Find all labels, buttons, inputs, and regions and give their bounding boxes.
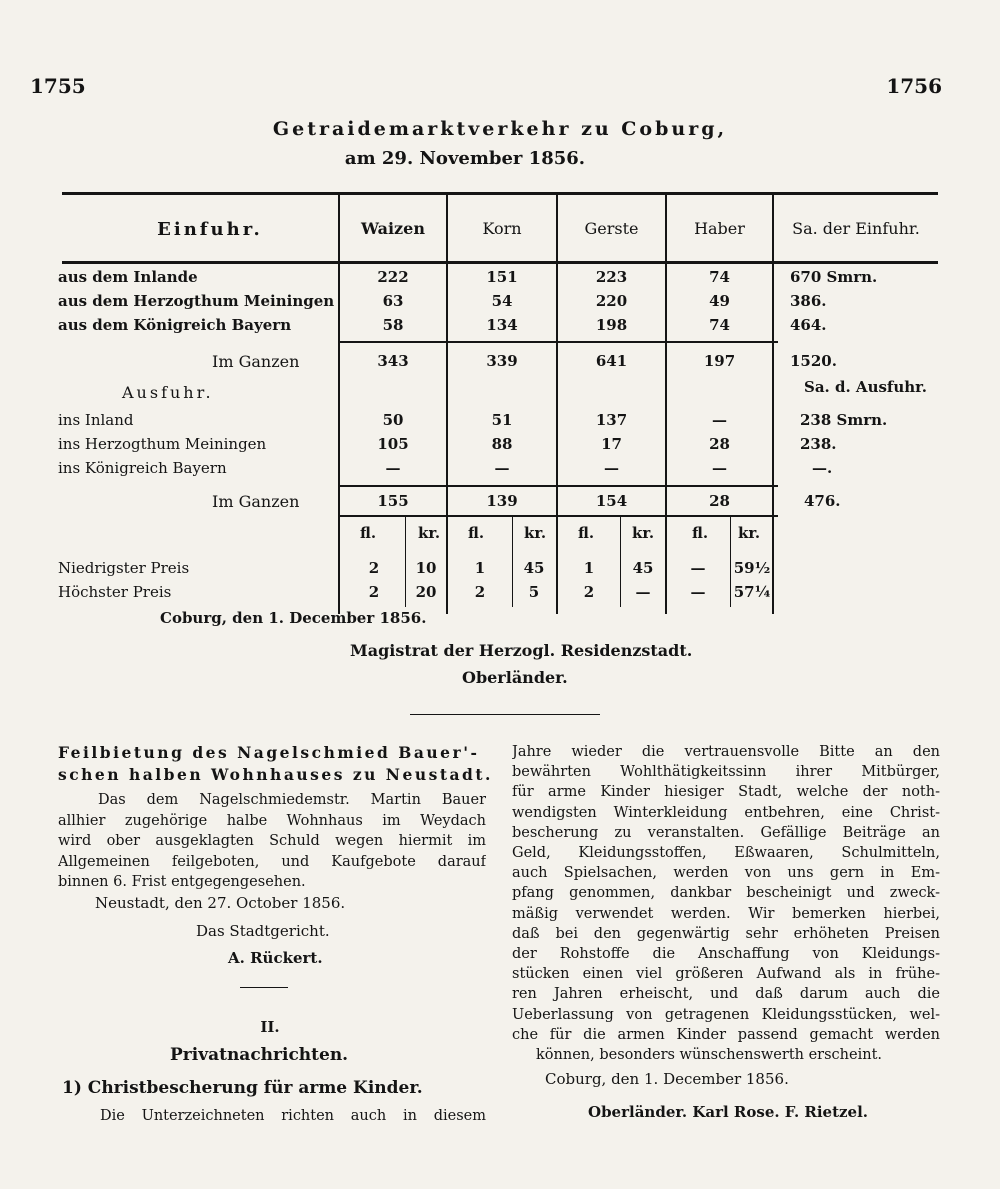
row-label: Im Ganzen	[212, 492, 300, 511]
table-cell: 137	[595, 411, 628, 429]
auction-line: Das dem Nagelschmiedemstr. Martin Bauer	[98, 792, 486, 808]
table-cell: 151	[486, 268, 518, 286]
auction-body	[58, 790, 486, 893]
price-subdivider	[512, 517, 513, 607]
price-gulden: 1	[474, 559, 486, 577]
table-cell: 88	[491, 435, 513, 453]
col-header-oats: Haber	[694, 219, 745, 238]
article-line: Die Unterzeichneten richten auch in diesem	[100, 1108, 486, 1124]
market-date: am 29. November 1856.	[344, 148, 586, 169]
table-cell: 155	[377, 492, 409, 510]
col-header-wheat: Waizen	[361, 219, 425, 238]
table-cell: —	[712, 459, 727, 477]
unit-kreuzer: kr.	[632, 524, 655, 542]
table-cell: 641	[595, 352, 628, 370]
auction-place-date: Neustadt, den 27. October 1856.	[95, 894, 346, 912]
price-kreuzer: 20	[415, 583, 437, 601]
article-line: ren Jahren erheischt, und daß darum auch die	[512, 986, 940, 1003]
auction-line: Allgemeinen feilgeboten, und Kaufgebote darauf	[58, 853, 486, 870]
auction-title-line: schen halben Wohnhauses zu Neustadt.	[58, 765, 493, 784]
article-line: bescherung zu veranstalten. Gefällige Beiträge an	[512, 824, 940, 841]
row-sum: 476.	[804, 492, 841, 510]
table-cell: 63	[382, 292, 404, 310]
short-divider	[240, 987, 288, 988]
table-cell: 54	[491, 292, 513, 310]
price-kreuzer: 45	[632, 559, 654, 577]
page-number-right: 1756	[886, 74, 942, 98]
table-cell: 198	[595, 316, 628, 334]
row-sum: 1520.	[790, 352, 837, 370]
table-cell: 134	[486, 316, 518, 334]
unit-gulden: fl.	[578, 524, 595, 542]
row-sum: 386.	[790, 292, 827, 310]
row-sum: 238.	[800, 435, 837, 453]
col-divider	[665, 194, 667, 614]
article-line: der Rohstoffe die Anschaffung von Kleidungs-	[512, 946, 940, 963]
article-line: für arme Kinder hiesiger Stadt, welche der noth-	[512, 784, 940, 801]
row-label: ins Inland	[58, 411, 134, 429]
market-signer: Oberländer.	[462, 668, 568, 687]
auction-signer: A. Rückert.	[228, 949, 323, 967]
price-gulden: 2	[583, 583, 595, 601]
table-cell: 343	[377, 352, 409, 370]
table-cell: 50	[382, 411, 404, 429]
article-line: Ueberlassung von getragenen Kleidungsstücken, wel-	[512, 1006, 940, 1023]
auction-line: allhier zugehörige halbe Wohnhaus im Weydach	[58, 812, 486, 829]
table-cell: 28	[709, 435, 730, 453]
price-kreuzer: 59½	[733, 559, 771, 577]
col-divider	[338, 194, 340, 614]
unit-gulden: fl.	[468, 524, 485, 542]
table-cell: 223	[595, 268, 628, 286]
price-subdivider	[405, 517, 406, 607]
col-header-import: Einfuhr.	[157, 219, 263, 240]
table-cell: 58	[382, 316, 404, 334]
page-number-left: 1755	[30, 74, 86, 98]
table-cell: —	[385, 459, 401, 477]
auction-line: binnen 6. Frist entgegengesehen.	[58, 874, 306, 891]
auction-title-line: Feilbietung des Nagelschmied Bauer'-	[58, 743, 480, 762]
price-subdivider	[620, 517, 621, 607]
auction-court: Das Stadtgericht.	[196, 922, 330, 940]
price-kreuzer: 5	[528, 583, 540, 601]
row-sum: 238 Smrn.	[800, 411, 888, 429]
col-divider	[556, 194, 558, 614]
article-line: Geld, Kleidungsstoffen, Eßwaaren, Schulmitteln,	[512, 845, 940, 862]
price-kreuzer: —	[635, 583, 651, 601]
table-cell: 139	[486, 492, 518, 510]
article-line: Jahre wieder die vertrauensvolle Bitte an den	[512, 744, 940, 760]
unit-kreuzer: kr.	[738, 524, 761, 542]
col-divider	[446, 194, 448, 614]
row-label: aus dem Inlande	[58, 268, 198, 286]
table-cell: —	[604, 459, 619, 477]
table-cell: 222	[377, 268, 409, 286]
unit-gulden: fl.	[360, 524, 377, 542]
article-line: che für die armen Kinder passend gemacht werden	[512, 1026, 940, 1043]
row-label: aus dem Herzogthum Meiningen	[58, 292, 335, 310]
table-cell: —	[712, 411, 727, 429]
article-line: stücken einen viel größeren Aufwand als in frühe-	[512, 966, 940, 983]
table-cell: 49	[709, 292, 730, 310]
row-label: Höchster Preis	[58, 583, 172, 601]
row-sum: 464.	[790, 316, 827, 334]
price-kreuzer: 57¼	[733, 583, 771, 601]
table-cell: 28	[709, 492, 730, 510]
table-cell: 105	[377, 435, 409, 453]
section-number: II.	[260, 1018, 280, 1036]
export-heading: Ausfuhr.	[122, 383, 214, 402]
article-line: wendigsten Winterkleidung entbehren, eine Christ-	[512, 804, 940, 821]
market-issuer: Magistrat der Herzogl. Residenzstadt.	[350, 641, 693, 660]
article-body	[512, 742, 940, 1065]
table-cell: 339	[486, 352, 518, 370]
table-cell: —	[494, 459, 510, 477]
col-header-rye: Korn	[482, 219, 522, 238]
col-header-sum: Sa. der Einfuhr.	[792, 219, 920, 238]
price-subdivider	[730, 517, 731, 607]
price-kreuzer: 45	[523, 559, 545, 577]
export-total-rule	[340, 485, 778, 487]
table-cell: 74	[709, 268, 730, 286]
price-gulden: 2	[474, 583, 486, 601]
auction-line: wird ober ausgeklagten Schuld wegen hiermit im	[58, 833, 486, 850]
col-divider	[772, 194, 774, 614]
row-label: Im Ganzen	[212, 352, 300, 371]
table-cell: 51	[491, 411, 513, 429]
article-line: pfang genommen, dankbar bescheinigt und zweck-	[512, 885, 940, 902]
auction-title	[58, 742, 493, 786]
import-total-rule	[340, 341, 778, 343]
col-header-barley: Gerste	[584, 219, 639, 238]
table-cell: 220	[595, 292, 628, 310]
section-divider	[410, 714, 600, 715]
article-line: mäßig verwendet werden. Wir bemerken hierbei,	[512, 905, 940, 922]
market-place-date: Coburg, den 1. December 1856.	[160, 609, 427, 627]
table-cell: 197	[703, 352, 736, 370]
price-gulden: 2	[368, 583, 380, 601]
article-line: auch Spielsachen, werden von uns gern in Em-	[512, 865, 940, 882]
price-gulden: —	[690, 559, 706, 577]
row-label: ins Königreich Bayern	[58, 459, 227, 477]
table-cell: 154	[595, 492, 628, 510]
article-line: bewährten Wohlthätigkeitssinn ihrer Mitbürger,	[512, 764, 940, 781]
article-title: 1) Christbescherung für arme Kinder.	[62, 1078, 423, 1098]
unit-kreuzer: kr.	[418, 524, 441, 542]
row-sum: —.	[812, 459, 833, 477]
table-header-rule	[62, 261, 938, 264]
price-kreuzer: 10	[415, 559, 437, 577]
unit-gulden: fl.	[692, 524, 709, 542]
export-sum-heading: Sa. d. Ausfuhr.	[804, 378, 927, 396]
row-label: Niedrigster Preis	[58, 559, 190, 577]
row-label: aus dem Königreich Bayern	[58, 316, 292, 334]
table-cell: 74	[709, 316, 730, 334]
row-label: ins Herzogthum Meiningen	[58, 435, 267, 453]
article-line: daß bei den gegenwärtig sehr erhöheten Preisen	[512, 925, 940, 942]
row-sum: 670 Smrn.	[790, 268, 878, 286]
unit-kreuzer: kr.	[524, 524, 547, 542]
section-title: Privatnachrichten.	[170, 1045, 349, 1065]
table-top-rule	[62, 192, 938, 195]
article-signers: Oberländer. Karl Rose. F. Rietzel.	[588, 1103, 869, 1121]
article-place-date: Coburg, den 1. December 1856.	[545, 1070, 789, 1088]
price-gulden: —	[690, 583, 706, 601]
article-first-line	[100, 1106, 486, 1127]
table-cell: 17	[601, 435, 622, 453]
market-title: Getraidemarktverkehr zu Coburg,	[272, 118, 728, 140]
price-gulden: 1	[583, 559, 595, 577]
article-line: können, besonders wünschenswerth erscheint.	[536, 1047, 883, 1064]
price-gulden: 2	[368, 559, 380, 577]
